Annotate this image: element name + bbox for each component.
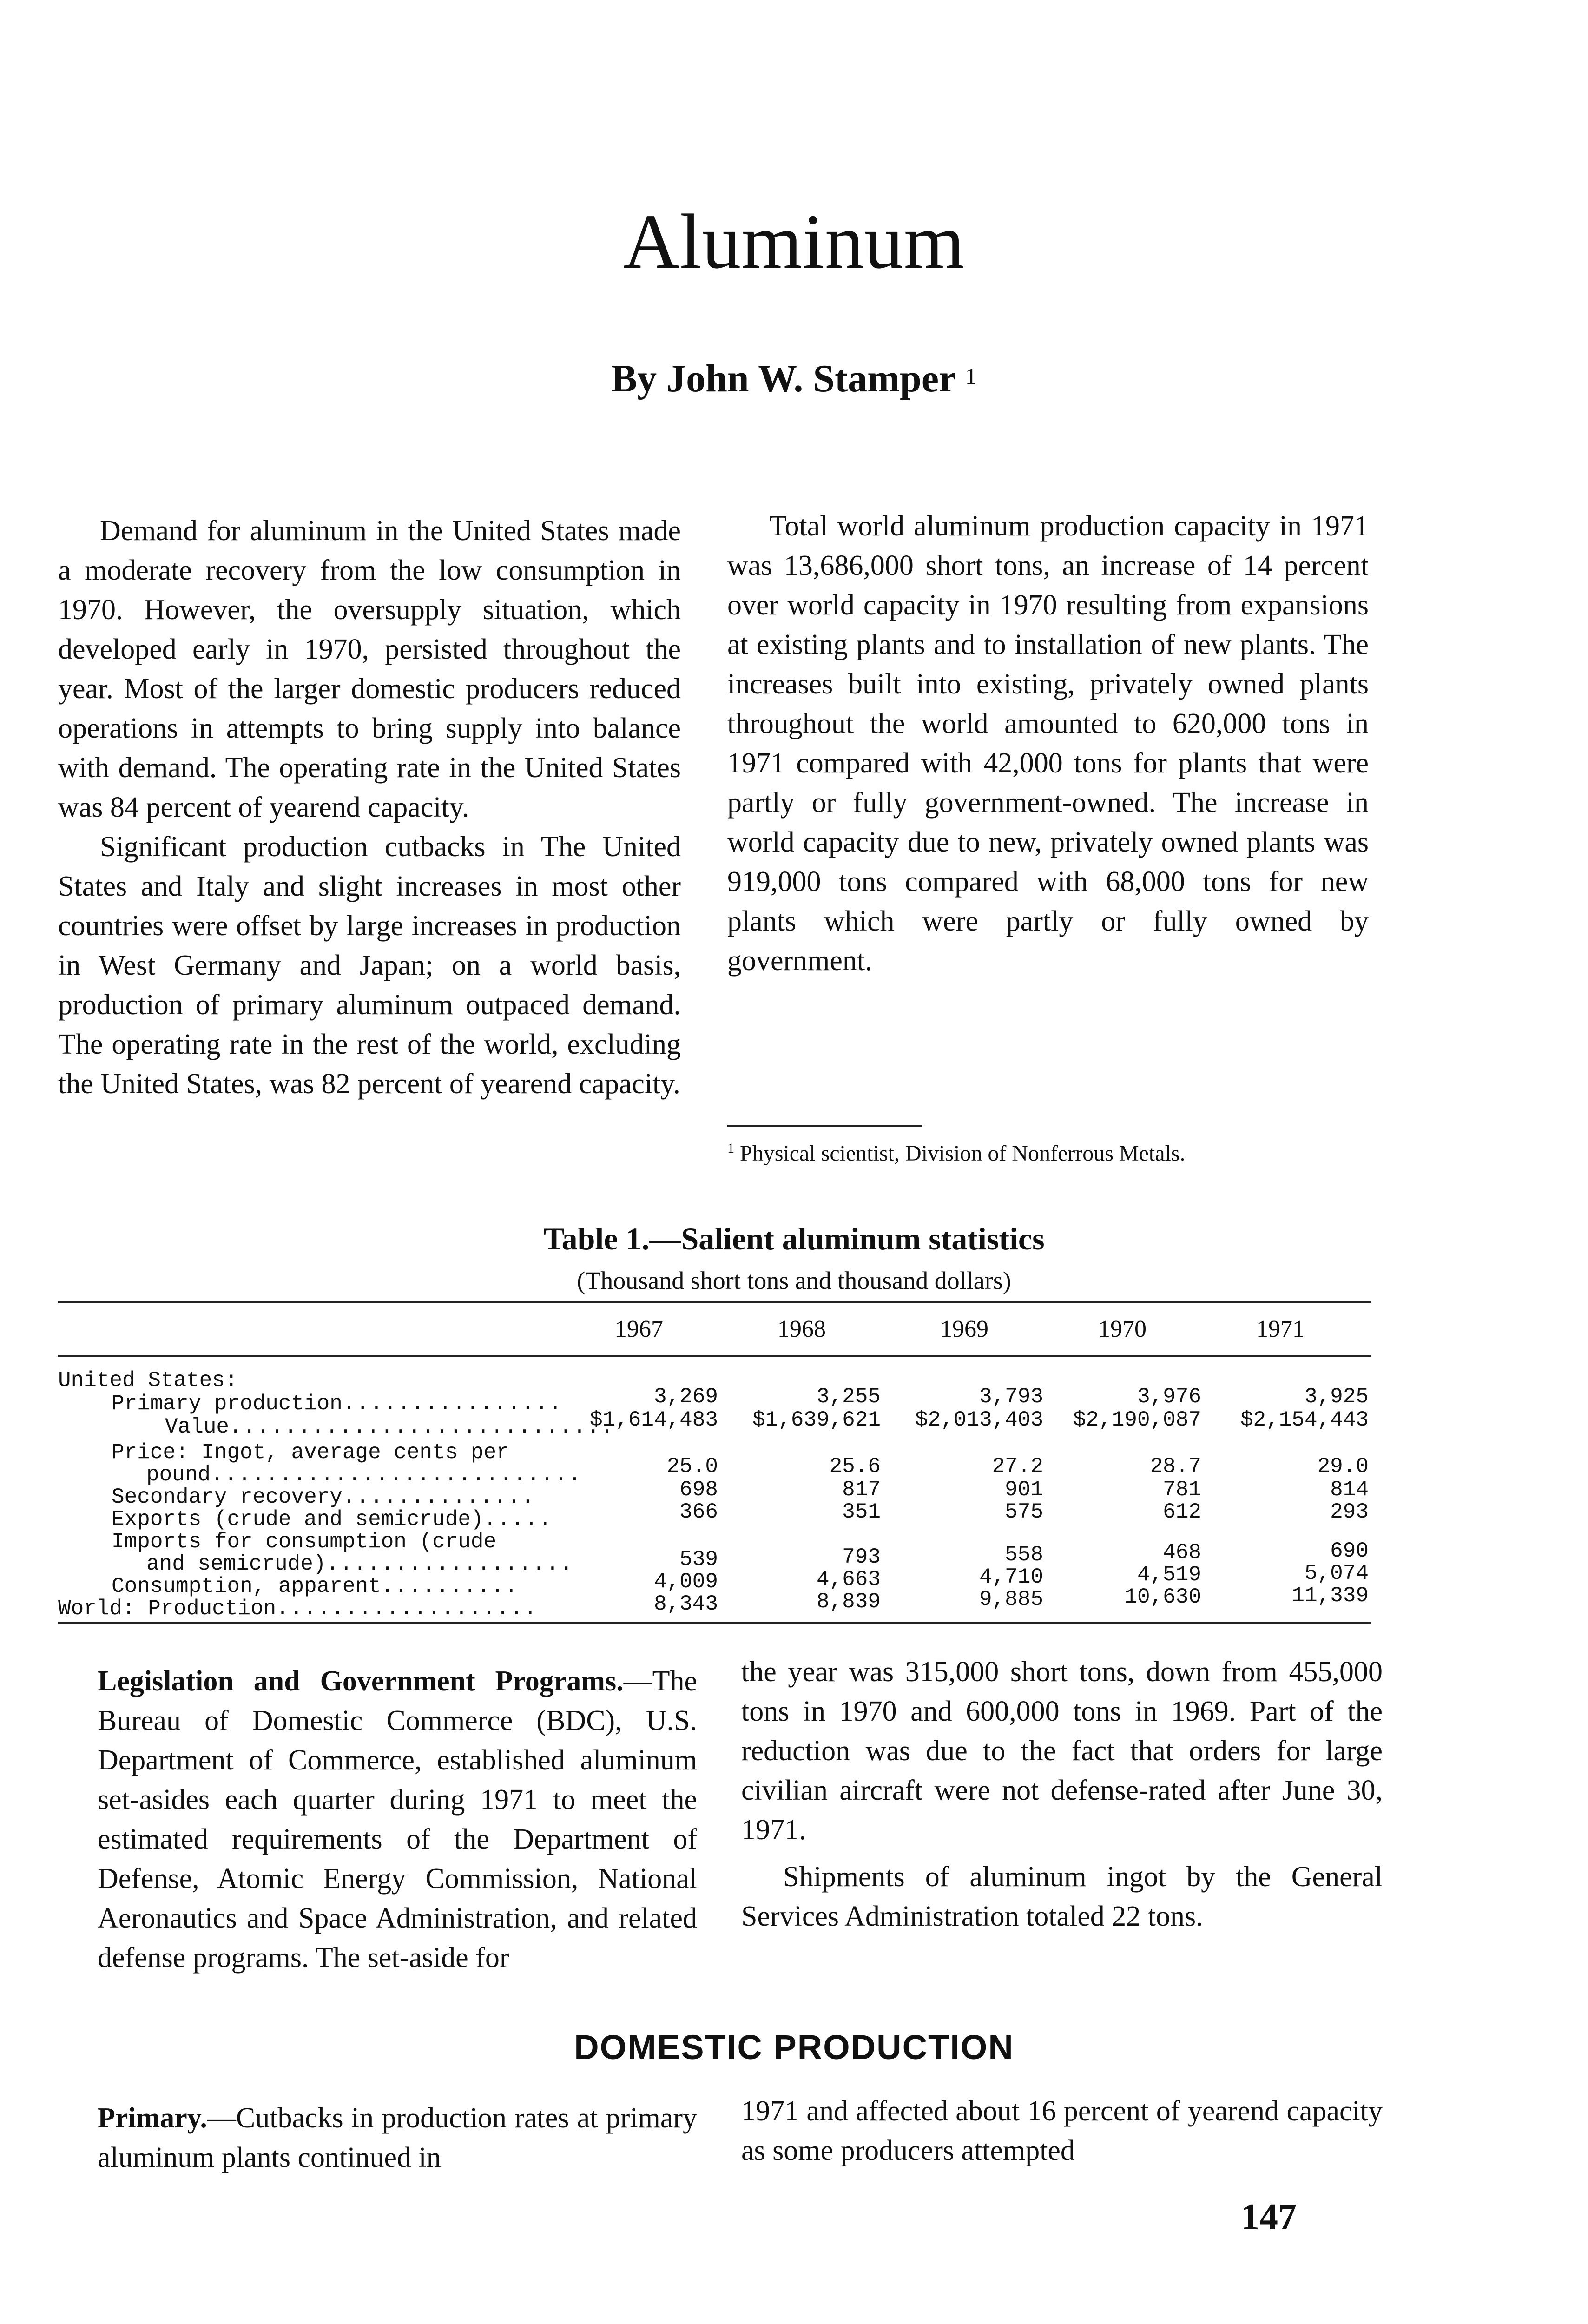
row-label: pound........................... xyxy=(146,1463,582,1487)
intro-paragraph: Total world aluminum production capacity in 1971 was 13,686,000 short tons, an increase of 14 percent over world capacity in 1970 resulting from expansions at existing plants and to installation of new plants. The increases built into existing, privately owned plants throughout the world amounted to 620,000 tons in 1971 compared with 42,000 tons for plants that were partly or fully government-owned. The increase in world capacity due to new, privately owned plants was 919,000 tons compared with 68,000 tons for new plants which were partly or fully owned by government. xyxy=(727,510,1369,977)
legislation-text: —The Bureau of Domestic Commerce (BDC), U.S. Department of Commerce, established aluminum set-asides each quarter during 1971 to meet the estimated requirements of the Department of Defense, Atomic Energy Commission, National Aeronautics and Space Administration, and related defense programs. The set-aside for xyxy=(98,1665,697,1974)
footnote-mark: 1 xyxy=(727,1141,734,1156)
table-cell: 8,343 xyxy=(653,1592,718,1616)
footnote xyxy=(727,1134,1369,1168)
column-header-1970: 1970 xyxy=(1098,1316,1147,1342)
byline-text: By John W. Stamper xyxy=(611,357,955,400)
table-cell: 366 xyxy=(679,1500,718,1524)
table-cell: $1,614,483 xyxy=(589,1408,718,1432)
table-cell: $2,154,443 xyxy=(1240,1408,1369,1432)
legislation-paragraph: Shipments of aluminum ingot by the General Services Administration totaled 22 tons. xyxy=(741,1861,1383,1932)
table-cell: 4,009 xyxy=(653,1570,718,1594)
table-cell: 25.6 xyxy=(829,1454,881,1479)
table-cell: 558 xyxy=(1005,1543,1043,1567)
table-cell: 4,710 xyxy=(979,1565,1043,1589)
table-cell: 575 xyxy=(1005,1500,1043,1524)
table-cell: 4,519 xyxy=(1137,1563,1201,1587)
table-cell: 690 xyxy=(1330,1539,1369,1563)
footnote-rule xyxy=(727,1125,922,1127)
table-cell: 28.7 xyxy=(1150,1454,1201,1479)
page-title: Aluminum xyxy=(623,198,965,285)
primary-left-column xyxy=(98,2099,697,2178)
primary-paragraph: 1971 and affected about 16 percent of yearend capacity as some producers attempted xyxy=(741,2095,1383,2166)
table-cell: $1,639,621 xyxy=(752,1408,881,1432)
legislation-heading: Legislation and Government Programs. xyxy=(98,1665,624,1697)
primary-paragraph xyxy=(98,2099,697,2178)
row-label: World: Production................... xyxy=(58,1597,538,1621)
table-cell: $2,190,087 xyxy=(1073,1408,1201,1432)
table-cell: 3,269 xyxy=(653,1385,718,1409)
table-cell: 901 xyxy=(1005,1478,1043,1502)
intro-right-column xyxy=(727,507,1369,981)
byline xyxy=(0,353,1588,404)
table-cell: 814 xyxy=(1330,1478,1369,1502)
table-cell: 612 xyxy=(1163,1500,1201,1524)
column-header-1971: 1971 xyxy=(1256,1316,1305,1342)
legislation-left-column xyxy=(98,1662,697,1978)
column-header-1967: 1967 xyxy=(615,1316,663,1342)
primary-heading: Primary. xyxy=(98,2102,207,2134)
intro-paragraph: Demand for aluminum in the United States made a moderate recovery from the low consumption in 1970. However, the oversupply situation, which developed early in 1970, persisted throughout the year. Most of the larger domestic producers reduced operations in attempts to bring supply into balance with demand. The operating rate in the United States was 84 percent of yearend capacity. xyxy=(58,515,681,823)
table-cell: 3,255 xyxy=(816,1385,881,1409)
table-cell: $2,013,403 xyxy=(915,1408,1043,1432)
table-cell: 25.0 xyxy=(666,1454,718,1479)
primary-right-column xyxy=(741,2092,1383,2171)
table-cell: 539 xyxy=(679,1547,718,1571)
table-rule-bottom xyxy=(58,1622,1371,1624)
row-label: and semicrude).................. xyxy=(146,1552,574,1576)
legislation-right-column xyxy=(741,1652,1383,1936)
row-label-united-states: United States: xyxy=(58,1368,238,1393)
row-label: Primary production................ xyxy=(112,1392,563,1416)
row-label: Imports for consumption (crude xyxy=(112,1530,497,1554)
legislation-paragraph xyxy=(98,1662,697,1978)
row-label: Secondary recovery.............. xyxy=(112,1485,535,1509)
table-cell: 3,793 xyxy=(979,1385,1043,1409)
table-cell: 781 xyxy=(1163,1478,1201,1502)
table-cell: 3,976 xyxy=(1137,1385,1201,1409)
table-cell: 9,885 xyxy=(979,1587,1043,1611)
footnote-text: Physical scientist, Division of Nonferrous Metals. xyxy=(740,1141,1186,1166)
table-cell: 27.2 xyxy=(992,1454,1043,1479)
table-cell: 5,074 xyxy=(1304,1561,1369,1585)
table-cell: 468 xyxy=(1163,1540,1201,1565)
table-cell: 351 xyxy=(842,1500,881,1524)
table-rule-top xyxy=(58,1301,1371,1303)
table-cell: 3,925 xyxy=(1304,1385,1369,1409)
table-cell: 29.0 xyxy=(1317,1454,1369,1479)
page-number: 147 xyxy=(1241,2197,1297,2238)
table-cell: 11,339 xyxy=(1291,1584,1369,1608)
table-cell: 817 xyxy=(842,1478,881,1502)
intro-paragraph: Significant production cutbacks in The United States and Italy and slight increases in most other countries were offset by large increases in production in West Germany and Japan; on a world basis, production of primary aluminum outpaced demand. The operating rate in the rest of the world, excluding the United States, was 82 percent of yearend capacity. xyxy=(58,831,681,1100)
table-cell: 698 xyxy=(679,1478,718,1502)
column-header-1969: 1969 xyxy=(940,1316,988,1342)
row-label: Consumption, apparent.......... xyxy=(112,1574,519,1598)
byline-footnote-mark: 1 xyxy=(965,363,977,389)
table-cell: 4,663 xyxy=(816,1567,881,1591)
row-label: Value............................ xyxy=(165,1415,614,1439)
table-cell: 10,630 xyxy=(1124,1585,1201,1609)
table-cell: 8,839 xyxy=(816,1590,881,1614)
legislation-paragraph: the year was 315,000 short tons, down from 455,000 tons in 1970 and 600,000 tons in 1969. Part of the reduction was due to the fact that orders for large civilian aircraft were not defense-rated after June 30, 1971. xyxy=(741,1656,1383,1846)
table-title: Table 1.—Salient aluminum statistics xyxy=(543,1221,1045,1256)
column-header-1968: 1968 xyxy=(778,1316,826,1342)
table-cell: 793 xyxy=(842,1545,881,1569)
table-rule-header xyxy=(58,1355,1371,1357)
section-heading-domestic-production: DOMESTIC PRODUCTION xyxy=(574,2028,1014,2067)
table-cell: 293 xyxy=(1330,1500,1369,1524)
row-label: Price: Ingot, average cents per xyxy=(112,1440,509,1465)
row-label: Exports (crude and semicrude)..... xyxy=(112,1507,553,1532)
intro-left-column xyxy=(58,511,681,1104)
primary-text: —Cutbacks in production rates at primary aluminum plants continued in xyxy=(98,2102,697,2173)
table-subtitle: (Thousand short tons and thousand dollars) xyxy=(577,1267,1011,1294)
